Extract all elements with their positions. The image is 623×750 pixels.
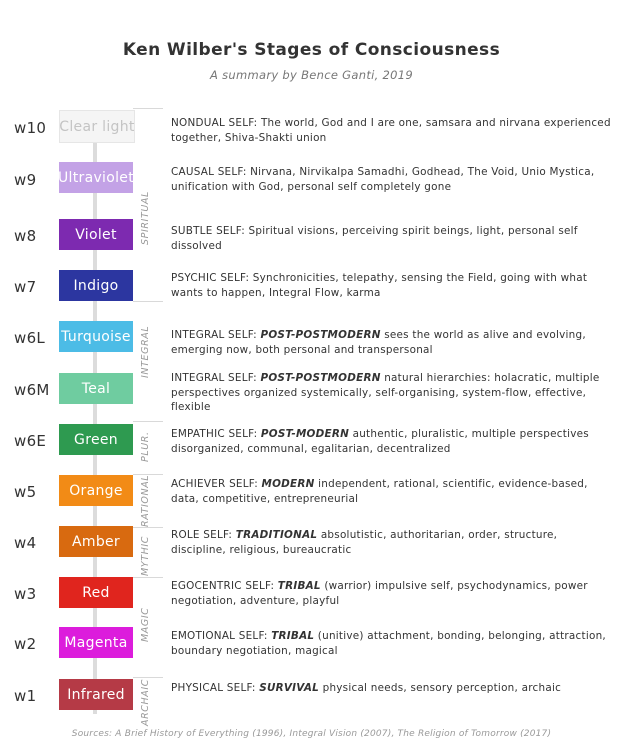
stage-lead: ACHIEVER SELF:: [171, 478, 262, 490]
stage-lead: NONDUAL SELF: The world, God and I are one, samsara and nirvana experienced together, Shiva-Shakti union: [171, 117, 611, 144]
stage-color-name: Infrared: [67, 686, 125, 703]
stage-description: [171, 165, 611, 194]
stage-color-name: Turquoise: [61, 328, 131, 345]
stage-code: w1: [14, 687, 37, 705]
tier-label: ARCHAIC: [140, 678, 151, 726]
stage-color-name: Green: [74, 431, 118, 448]
page-subtitle: A summary by Bence Ganti, 2019: [209, 68, 414, 82]
stage-code: w8: [14, 227, 37, 245]
tier-archaic: [133, 677, 163, 728]
stage-code: w7: [14, 278, 37, 296]
stage-lead: PSYCHIC SELF: Synchronicities, telepathy, sensing the Field, going with what wants to happen, Integral Flow, karma: [171, 272, 588, 299]
stage-color-name: Amber: [72, 533, 120, 550]
stage-era: POST-MODERN: [260, 428, 350, 440]
stage-color-box: [59, 627, 133, 658]
stage-color-name: Clear light: [59, 118, 135, 135]
tier-rational: [133, 474, 163, 527]
stage-color-name: Ultraviolet: [58, 169, 134, 186]
tier-label: MAGIC: [140, 607, 151, 642]
stage-code: w9: [14, 171, 37, 189]
stage-color-name: Teal: [81, 380, 111, 397]
stage-era: POST-POSTMODERN: [260, 372, 381, 384]
stage-code: w6E: [14, 432, 47, 450]
stage-lead: CAUSAL SELF: Nirvana, Nirvikalpa Samadhi, Godhead, The Void, Unio Mystica, unification with God, personal self completely gone: [171, 166, 595, 193]
stage-detail: physical needs, sensory perception, archaic: [319, 682, 562, 694]
stage-description: [171, 528, 611, 557]
stage-description: [171, 328, 611, 357]
stage-color-box: [59, 162, 133, 193]
tier-label: RATIONAL: [140, 474, 151, 527]
tier-label: INTEGRAL: [140, 325, 151, 378]
stage-color-name: Magenta: [64, 634, 128, 651]
stage-lead: EGOCENTRIC SELF:: [171, 580, 278, 592]
tier-label: PLUR.: [140, 431, 151, 462]
stage-lead: EMOTIONAL SELF:: [171, 630, 272, 642]
stage-detail: (unitive) attachment, bonding, belonging, attraction, boundary negotiation, magical: [171, 630, 606, 657]
tier-label: MYTHIC: [140, 536, 151, 576]
stage-description: [171, 224, 611, 253]
stage-description: [171, 371, 611, 415]
stage-lead: INTEGRAL SELF:: [171, 372, 261, 384]
stage-lead: EMPATHIC SELF:: [171, 428, 261, 440]
stage-code: w2: [14, 635, 37, 653]
stage-description: [171, 271, 611, 300]
stage-color-name: Red: [82, 584, 110, 601]
stage-color-box: [59, 321, 133, 352]
stage-detail: sees the world as alive and evolving, emerging now, both personal and transpersonal: [171, 329, 586, 356]
stage-color-name: Orange: [69, 482, 123, 499]
stage-detail: natural hierarchies: holacratic, multiple perspectives organized systemically, self-organising, system-flow, effective, flexible: [171, 372, 600, 413]
stage-detail: authentic, pluralistic, multiple perspectives disorganized, communal, egalitarian, decentralized: [171, 428, 589, 455]
tier-pluralistic: [133, 421, 163, 474]
tier-integral: [133, 301, 163, 422]
stage-lead: ROLE SELF:: [171, 529, 236, 541]
stage-era: TRADITIONAL: [235, 529, 318, 541]
tier-label: SPIRITUAL: [140, 191, 151, 245]
stage-code: w3: [14, 585, 37, 603]
stage-color-box: [59, 373, 133, 404]
stage-code: w10: [14, 119, 47, 137]
stage-code: w6M: [14, 381, 50, 399]
stage-description: [171, 427, 611, 456]
stage-detail: (warrior) impulsive self, psychodynamics, power negotiation, adventure, playful: [171, 580, 588, 607]
stage-color-box: [59, 219, 133, 250]
stage-era: POST-POSTMODERN: [260, 329, 381, 341]
stage-color-box: [59, 475, 133, 506]
stage-color-box: [59, 577, 133, 608]
stage-description: [171, 579, 611, 608]
stage-era: TRIBAL: [271, 630, 315, 642]
stage-detail: independent, rational, scientific, evidence-based, data, competitive, entrepreneurial: [171, 478, 588, 505]
stage-code: w5: [14, 483, 37, 501]
stage-description: [171, 477, 611, 506]
page-title: Ken Wilber's Stages of Consciousness: [122, 40, 501, 60]
stage-code: w4: [14, 534, 37, 552]
tier-mythic: [133, 527, 163, 578]
stage-color-box: [59, 526, 133, 557]
stage-era: TRIBAL: [277, 580, 321, 592]
stage-color-box: [59, 270, 133, 301]
stage-code: w6L: [14, 329, 46, 347]
stage-color-box: [59, 110, 135, 143]
stage-color-box: [59, 679, 133, 710]
stage-description: [171, 116, 611, 145]
stage-lead: SUBTLE SELF: Spiritual visions, perceiving spirit beings, light, personal self dissolved: [171, 225, 578, 252]
stage-spine: [93, 114, 97, 714]
stage-lead: INTEGRAL SELF:: [171, 329, 261, 341]
tier-magic: [133, 577, 163, 678]
tier-spiritual: [133, 108, 163, 301]
sources-footnote: Sources: A Brief History of Everything (1996), Integral Vision (2007), The Religion of Tomorrow (2017): [71, 729, 552, 739]
stage-color-name: Indigo: [73, 277, 119, 294]
stage-color-name: Violet: [75, 226, 117, 243]
stage-color-box: [59, 424, 133, 455]
stage-era: MODERN: [261, 478, 315, 490]
stage-lead: PHYSICAL SELF:: [171, 682, 260, 694]
stage-description: [171, 681, 611, 696]
stage-description: [171, 629, 611, 658]
stage-era: SURVIVAL: [259, 682, 320, 694]
stage-detail: absolutistic, authoritarian, order, structure, discipline, religious, bureaucratic: [171, 529, 558, 556]
